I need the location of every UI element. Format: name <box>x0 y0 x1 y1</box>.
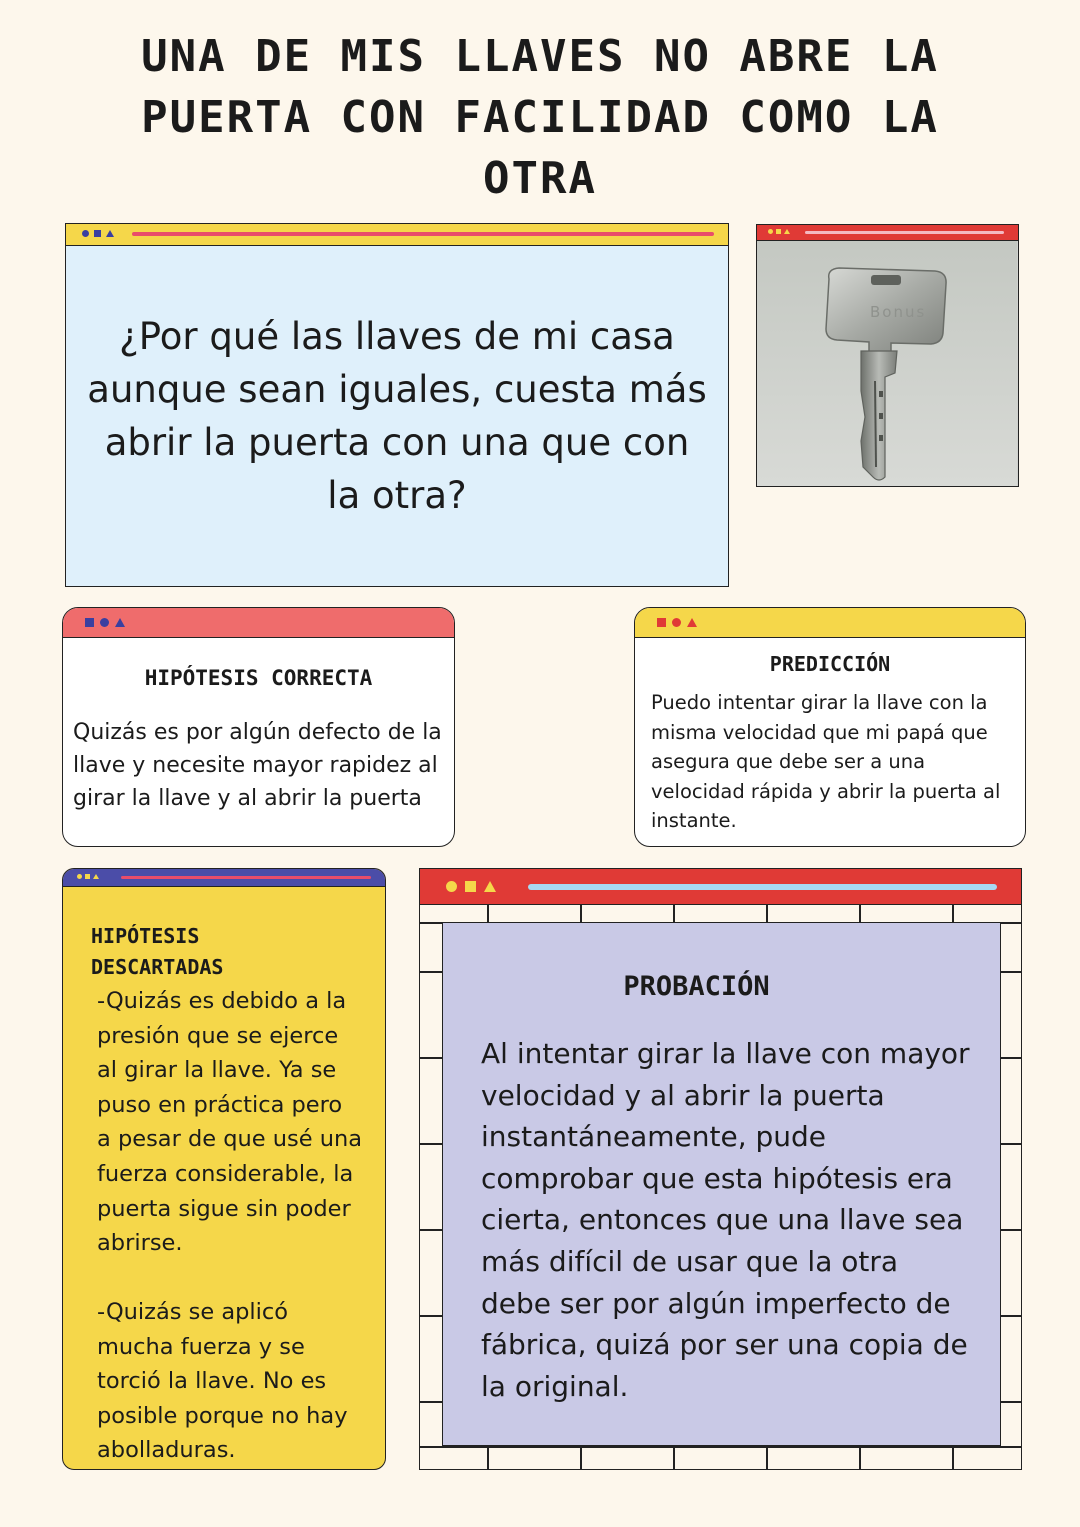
triangle-icon <box>106 230 114 237</box>
discarded-hypotheses-window <box>62 868 386 1470</box>
grid-line <box>999 1057 1021 1059</box>
triangle-icon <box>115 618 125 627</box>
circle-icon <box>672 618 681 627</box>
triangle-icon <box>93 874 99 879</box>
correct-hypothesis-window <box>62 607 455 847</box>
grid-line <box>420 1229 442 1231</box>
titlebar-line <box>132 232 714 236</box>
section-body: Puedo intentar girar la llave con la misma velocidad que mi papá que asegura que debe ser a una velocidad rápida y abrir la puerta al instante. <box>651 691 1001 832</box>
discarded-item-2: -Quizás se aplicó mucha fuerza y se torció la llave. No es posible porque no hay abolladuras. <box>97 1299 348 1464</box>
square-icon <box>776 229 781 234</box>
window-titlebar <box>63 608 454 638</box>
grid-line <box>420 1315 442 1317</box>
question-text: ¿Por qué las llaves de mi casa aunque sean iguales, cuesta más abrir la puerta con una que con la otra? <box>87 315 707 517</box>
section-heading: HIPÓTESIS CORRECTA <box>144 666 373 690</box>
page-title: UNA DE MIS LLAVES NO ABRE LA PUERTA CON FACILIDAD COMO LA OTRA <box>141 31 939 204</box>
circle-icon <box>77 874 82 879</box>
window-titlebar <box>635 608 1025 638</box>
section-body: Quizás es por algún defecto de la llave y necesite mayor rapidez al girar la llave y al abrir la puerta <box>73 720 442 811</box>
window-titlebar <box>420 869 1021 905</box>
square-icon <box>94 230 101 237</box>
photo-window <box>756 224 1019 487</box>
prediction-window <box>634 607 1026 847</box>
square-icon <box>85 618 94 627</box>
section-heading: PREDICCIÓN <box>769 652 891 676</box>
triangle-icon <box>687 618 697 627</box>
grid-line <box>999 1143 1021 1145</box>
section-heading: HIPÓTESIS DESCARTADAS <box>91 924 224 979</box>
grid-line <box>420 1057 442 1059</box>
triangle-icon <box>484 881 496 892</box>
grid-line <box>999 971 1021 973</box>
titlebar-line <box>805 231 1004 234</box>
window-titlebar <box>66 224 728 246</box>
window-titlebar <box>63 869 385 887</box>
grid-line <box>999 1401 1021 1403</box>
section-heading: PROBACIÓN <box>623 971 770 1002</box>
window-titlebar <box>757 225 1018 241</box>
circle-icon <box>82 230 89 237</box>
question-window <box>65 223 729 587</box>
verification-panel <box>442 922 1001 1446</box>
circle-icon <box>100 618 109 627</box>
grid-line <box>420 1143 442 1145</box>
triangle-icon <box>784 229 790 234</box>
grid-line <box>420 1401 442 1403</box>
square-icon <box>465 881 476 892</box>
titlebar-line <box>121 876 371 879</box>
circle-icon <box>768 229 773 234</box>
grid-line <box>420 971 442 973</box>
key-photo <box>757 241 1017 486</box>
section-body: Al intentar girar la llave con mayor velocidad y al abrir la puerta instantáneamente, pude comprobar que esta hipótesis era cierta, entonces que una llave sea más difícil de usar que la otra debe ser por algún imperfecto de fábrica, quizá por ser una copia de la original. <box>481 1037 970 1403</box>
verification-window <box>419 868 1022 1470</box>
square-icon <box>85 874 90 879</box>
titlebar-line <box>528 884 997 890</box>
circle-icon <box>446 881 457 892</box>
square-icon <box>657 618 666 627</box>
discarded-item-1: -Quizás es debido a la presión que se ejerce al girar la llave. Ya se puso en práctica pero a pesar de que usé una fuerza considerable, la puerta sigue sin poder abrirse. <box>97 988 363 1257</box>
key-engraving: Bonus <box>870 303 927 321</box>
grid-line <box>420 1446 1021 1448</box>
grid-line <box>999 1229 1021 1231</box>
grid-line <box>999 1315 1021 1317</box>
